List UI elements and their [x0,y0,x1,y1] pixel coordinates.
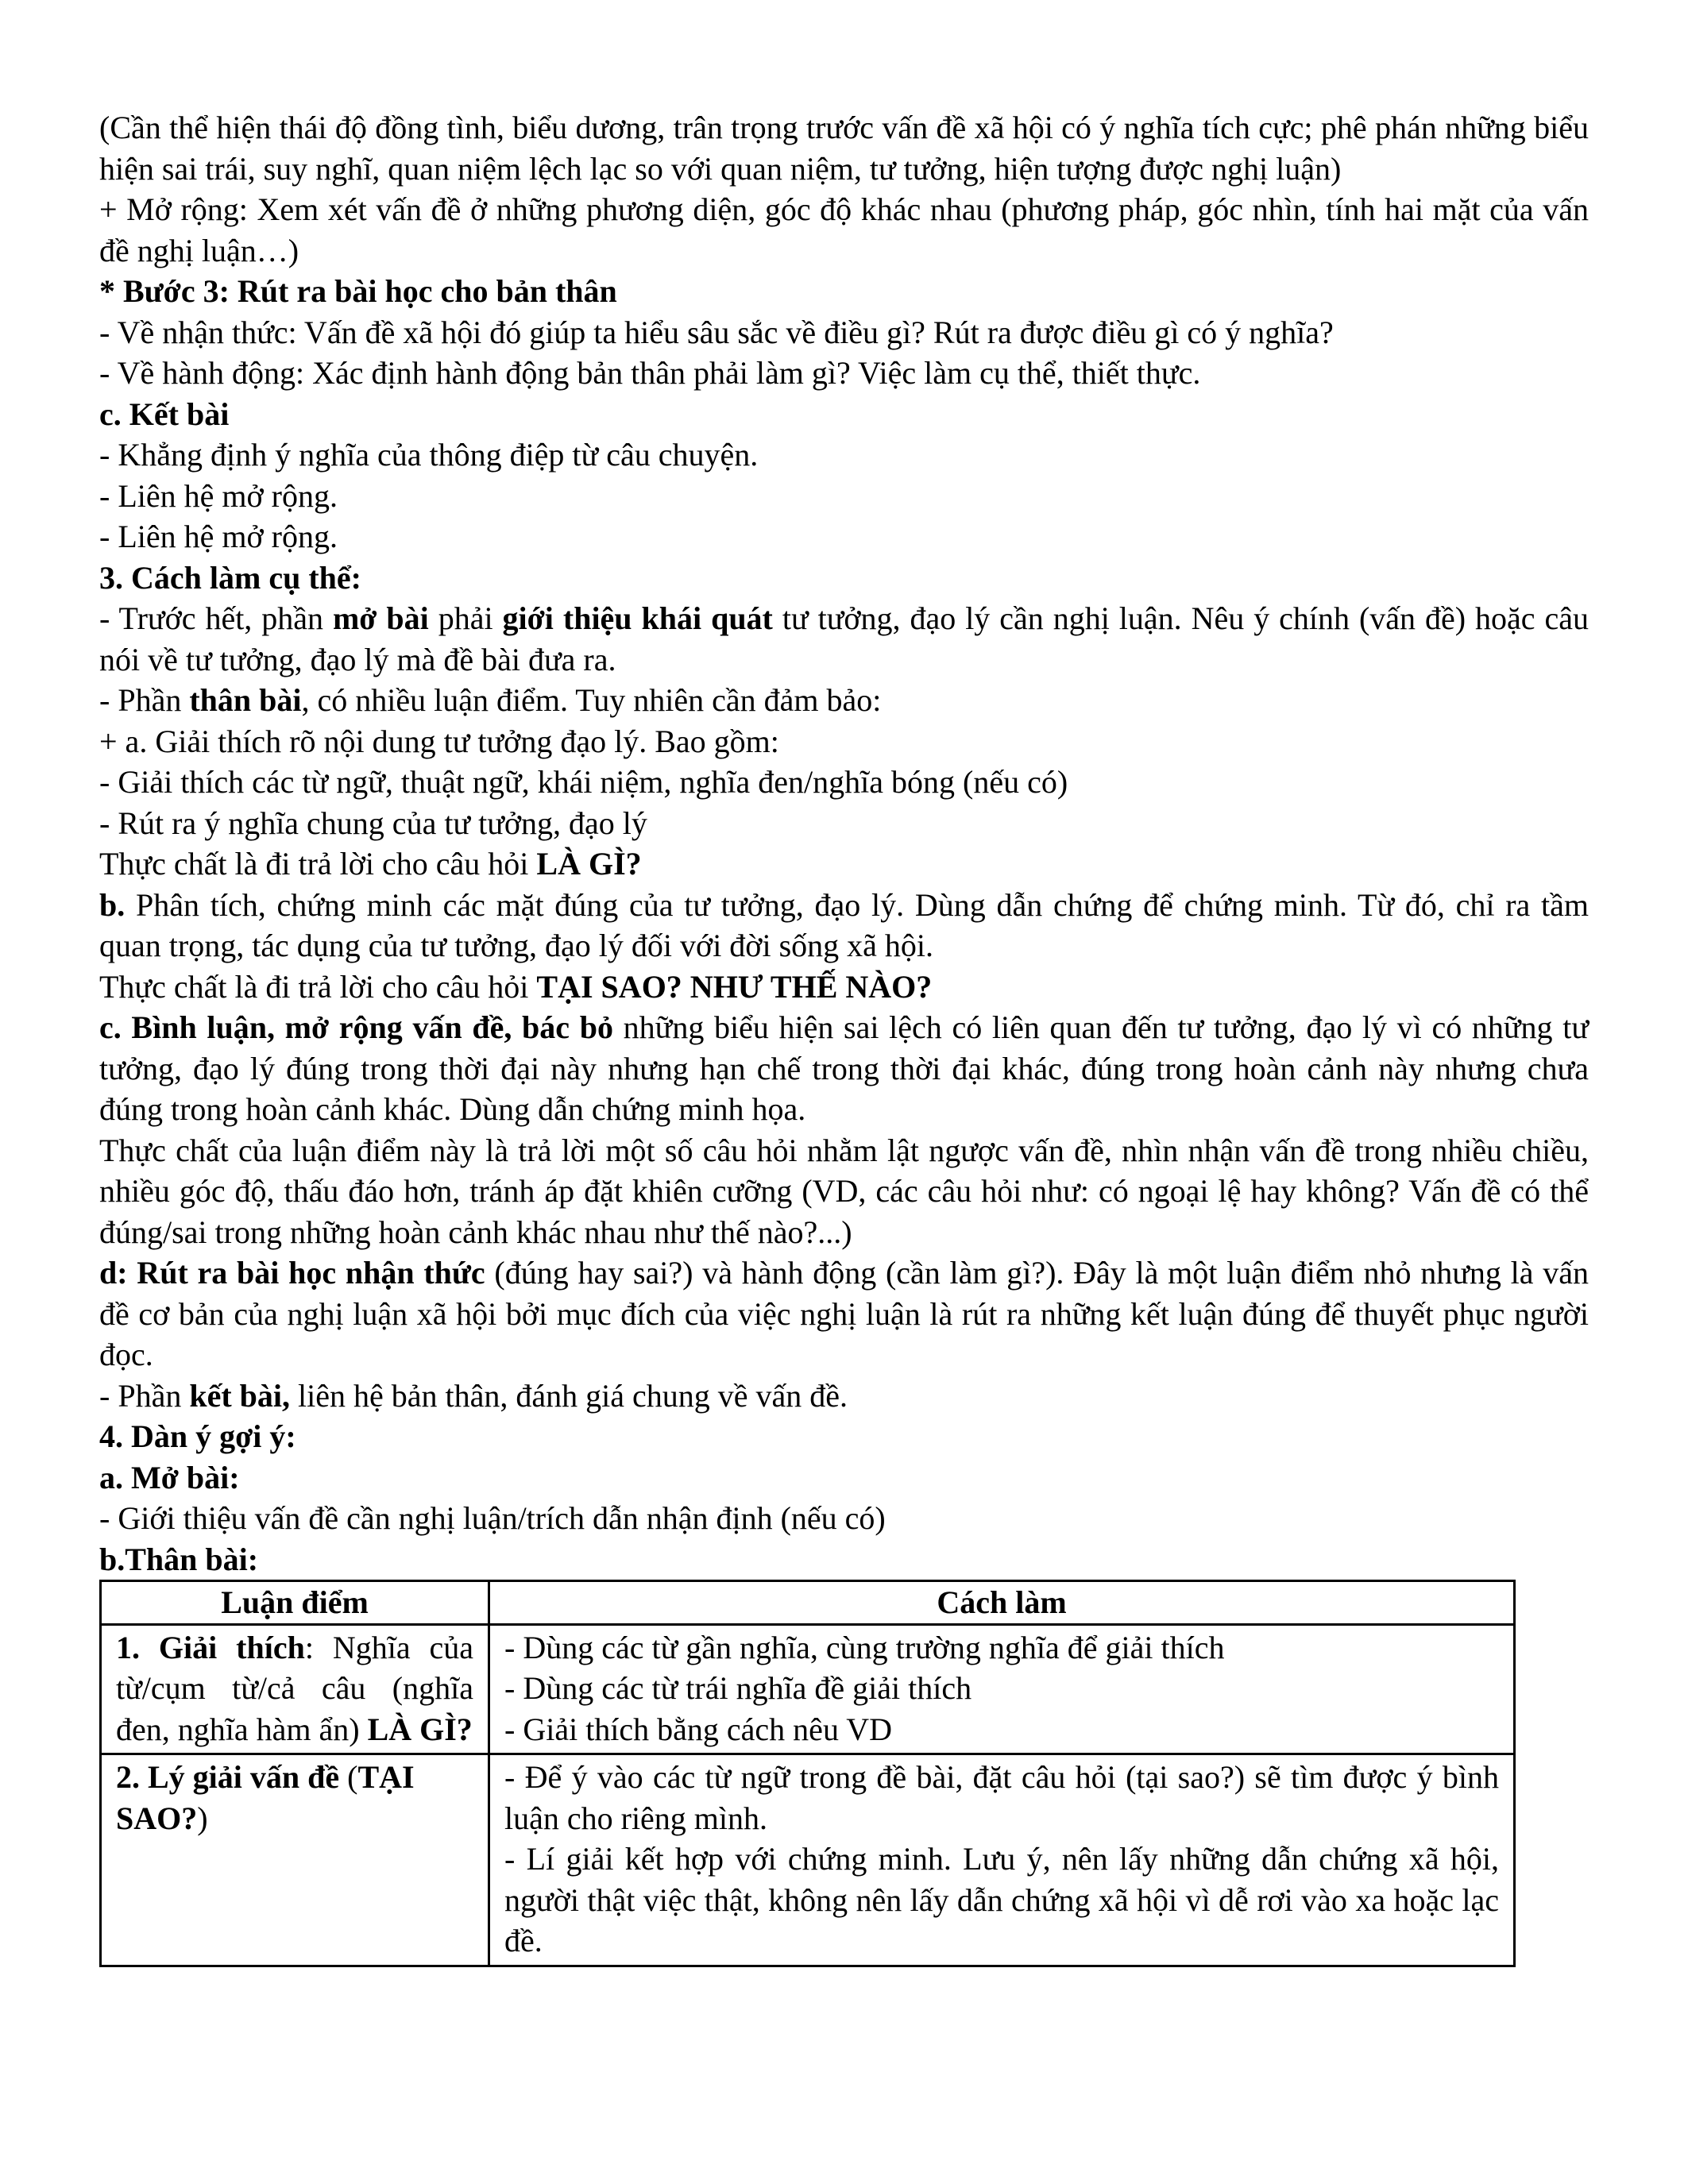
text-run: Phân tích, chứng minh các mặt đúng của tư tưởng, đạo lý. Dùng dẫn chứng để chứng minh. Từ đó, chỉ ra tầm quan trọng, tác dụng của tư tưởng, đạo lý đối với đời sống xã hội. [99,886,1589,963]
heading-body [99,1539,1589,1580]
heading-step3 [99,271,1589,312]
line-open-text: - Giới thiệu vấn đề cần nghị luận/trích dẫn nhận định (nếu có) [99,1500,886,1536]
bold-run: 2. Lý giải vấn đề [116,1759,340,1795]
heading-step3-text: * Bước 3: Rút ra bài học cho bản thân [99,273,617,309]
bold-run: c. Bình luận, mở rộng vấn đề, bác bỏ [99,1009,613,1045]
line-what-is [99,843,1589,885]
line-relate-1: - Liên hệ mở rộng. [99,477,338,514]
bold-run: TẠI SAO? [116,1759,415,1836]
table-row [101,1624,1515,1754]
heading-conclusion [99,394,1589,435]
line-action: - Về hành động: Xác định hành động bản thân phải làm gì? Việc làm cụ thể, thiết thực. [99,355,1201,391]
bold-run: d: Rút ra bài học nhận thức [99,1255,485,1291]
line-explain-content: + a. Giải thích rõ nội dung tư tưởng đạo lý. Bao gồm: [99,723,779,759]
table-cell-method [489,1624,1515,1754]
paragraph-analyze [99,885,1589,967]
heading-open-text: a. Mở bài: [99,1459,240,1495]
bold-run: TẠI SAO? NHƯ THẾ NÀO? [536,968,933,1005]
bold-run: mở bài [332,600,429,636]
line-relate-2: - Liên hệ mở rộng. [99,519,338,554]
heading-outline [99,1416,1589,1457]
table-header-row [101,1581,1515,1625]
heading-conclusion-text: c. Kết bài [99,396,230,432]
method-line: - Dùng các từ trái nghĩa đề giải thích [504,1670,972,1706]
text-run: Thực chất là đi trả lời cho câu hỏi [99,846,537,882]
table-cell-point [101,1754,489,1966]
bold-run: giới thiệu khái quát [502,600,773,636]
bold-run: b. [99,886,126,923]
table-header-method: Cách làm [489,1581,1515,1625]
heading-method-text: 3. Cách làm cụ thể: [99,559,361,596]
text-run: Thực chất là đi trả lời cho câu hỏi [99,968,537,1005]
bold-run: kết bài, [189,1377,291,1414]
line-explain-terms: - Giải thích các từ ngữ, thuật ngữ, khái niệm, nghĩa đen/nghĩa bóng (nếu có) [99,764,1068,800]
text-run: - Phần [99,1377,190,1414]
line-affirm: - Khẳng định ý nghĩa của thông điệp từ câu chuyện. [99,437,759,473]
table-cell-method [489,1754,1515,1966]
method-line: - Để ý vào các từ ngữ trong đề bài, đặt câu hỏi (tại sao?) sẽ tìm được ý bình luận cho riêng mình. [504,1759,1499,1836]
method-line: - Giải thích bằng cách nêu VD [504,1711,892,1747]
method-line: - Lí giải kết hợp với chứng minh. Lưu ý, nên lấy những dẫn chứng xã hội, người thật việc thật, không nên lấy dẫn chứng xã hội vì dễ rơi vào xa hoặc lạc đề. [504,1841,1499,1958]
bold-run: thân bài [189,682,302,718]
text-run: liên hệ bản thân, đánh giá chung về vấn đề. [290,1377,848,1414]
bold-run: LÀ GÌ? [367,1711,473,1747]
text-run: những biểu hiện sai lệch có liên quan đến tư tưởng, đạo lý vì có những tư tưởng, đạo lý đúng trong thời đại này nhưng hạn chế trong thời đại khác, đúng trong hoàn cảnh này nhưng chưa đúng trong hoàn cảnh khác. Dùng dẫn chứng minh họa. [99,1009,1590,1127]
bold-run: LÀ GÌ? [536,846,642,882]
paragraph-lesson [99,1252,1589,1376]
heading-outline-text: 4. Dàn ý gợi ý: [99,1418,296,1454]
text-run: ( [339,1759,358,1795]
heading-method [99,558,1589,599]
text-run: - Phần [99,682,190,718]
heading-open [99,1457,1589,1499]
line-awareness: - Về nhận thức: Vấn đề xã hội đó giúp ta hiểu sâu sắc về điều gì? Rút ra được điều gì có ý nghĩa? [99,314,1334,350]
paragraph-essence: Thực chất của luận điểm này là trả lời một số câu hỏi nhằm lật ngược vấn đề, nhìn nhận vấn đề trong nhiều chiều, nhiều góc độ, thấu đáo hơn, tránh áp đặt khiên cưỡng (VD, các câu hỏi như: có ngoại lệ hay không? Vấn đề có thể đúng/sai trong những hoàn cảnh khác nhau như thế nào?...) [99,1132,1589,1250]
method-line: - Dùng các từ gần nghĩa, cùng trường nghĩa để giải thích [504,1629,1225,1665]
table-header-point: Luận điểm [101,1581,489,1625]
text-run: (đúng hay sai?) và hành động (cần làm gì?). Đây là một luận điểm nhỏ nhưng là vấn đề cơ bản của nghị luận xã hội bởi mục đích của việc nghị luận là rút ra những kết luận đúng để thuyết phục người đọc. [99,1255,1589,1372]
paragraph-attitude: (Cần thể hiện thái độ đồng tình, biểu dương, trân trọng trước vấn đề xã hội có ý nghĩa tích cực; phê phán những biểu hiện sai trái, suy nghĩ, quan niệm lệch lạc so với quan niệm, tư tưởng, hiện tượng được nghị luận) [99,110,1589,187]
text-run: ) [197,1800,208,1836]
paragraph-method-body [99,680,1589,721]
outline-table [99,1580,1516,1967]
line-why-how [99,967,1589,1008]
paragraph-discuss [99,1007,1589,1130]
table-row [101,1754,1515,1966]
text-run: - Trước hết, phần [99,600,333,636]
text-run: tư tưởng, đạo lý cần nghị luận. Nêu ý chính (vấn đề) hoặc câu nói về tư tưởng, đạo lý mà đề bài đưa ra. [99,600,1590,677]
paragraph-method-intro [99,598,1589,680]
text-run: : Nghĩa của từ/cụm từ/cả câu (nghĩa đen, nghĩa hàm ẩn) [116,1629,473,1747]
bold-run: 1. Giải thích [116,1629,305,1665]
document-page [99,107,1589,1967]
table-cell-point [101,1624,489,1754]
paragraph-expand: + Mở rộng: Xem xét vấn đề ở những phương diện, góc độ khác nhau (phương pháp, góc nhìn, tính hai mặt của vấn đề nghị luận…) [99,191,1589,268]
heading-body-text: b.Thân bài: [99,1541,259,1577]
text-run: phải [428,600,503,636]
paragraph-conclusion [99,1376,1589,1417]
text-run: , có nhiều luận điểm. Tuy nhiên cần đảm bảo: [301,682,882,718]
line-general-meaning: - Rút ra ý nghĩa chung của tư tưởng, đạo lý [99,805,647,841]
